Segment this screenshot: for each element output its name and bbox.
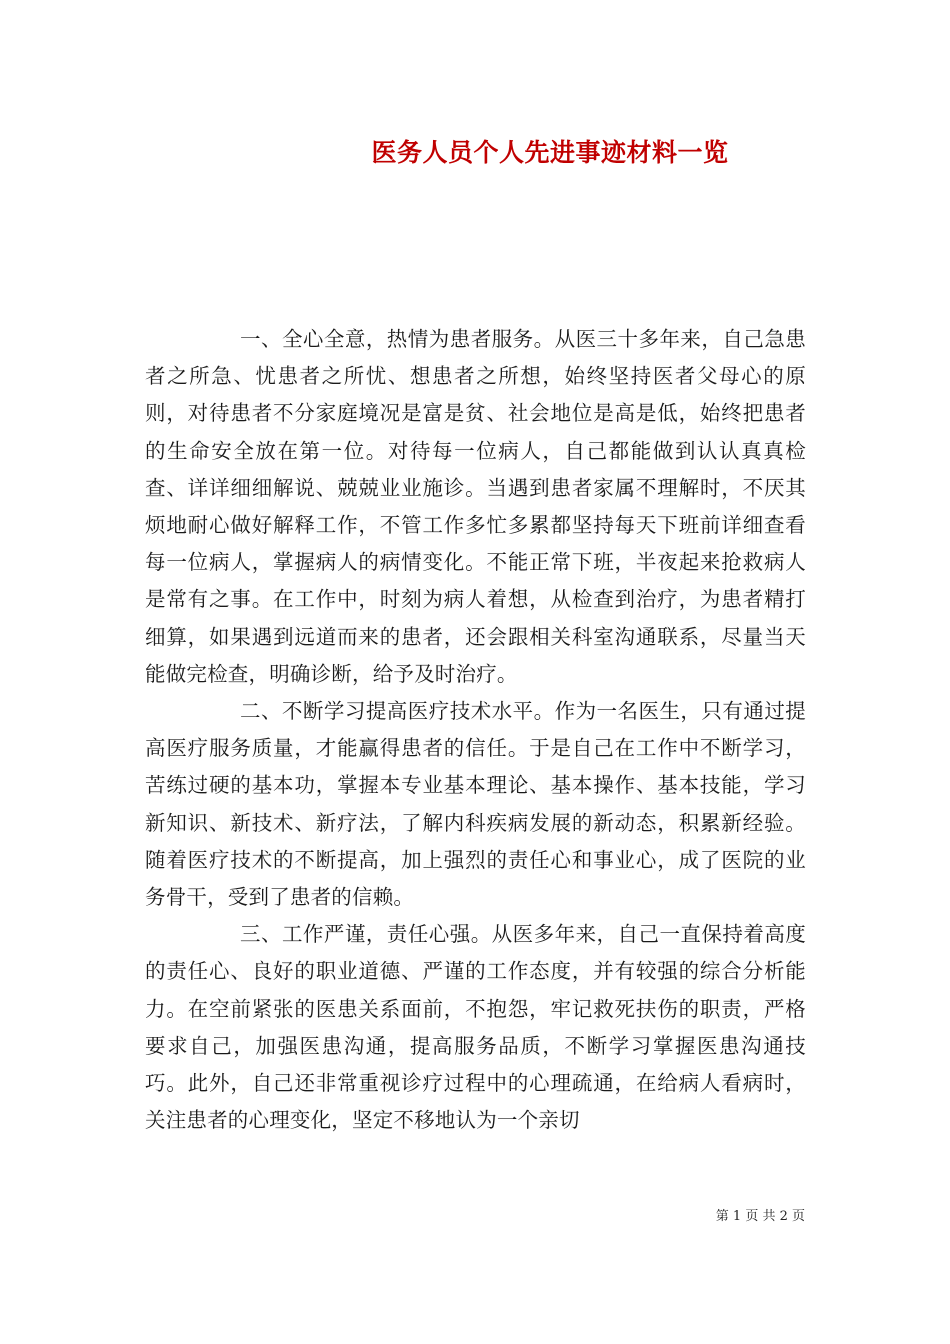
paragraph-1: 一、全心全意，热情为患者服务。从医三十多年来，自己急患者之所急、忧患者之所忧、想患者之所想，始终坚持医者父母心的原则，对待患者不分家庭境况是富是贫、社会地位是高是低，始终把患者的生命安全放在第一位。对待每一位病人，自己都能做到认认真真检查、详详细细解说、兢兢业业施诊。当遇到患者家属不理解时，不厌其烦地耐心做好解释工作，不管工作多忙多累都坚持每天下班前详细查看每一位病人，掌握病人的病情变化。不能正常下班，半夜起来抢救病人是常有之事。在工作中，时刻为病人着想，从检查到治疗，为患者精打细算，如果遇到远道而来的患者，还会跟相关科室沟通联系，尽量当天能做完检查，明确诊断，给予及时治疗。 xyxy=(145,327,806,686)
document-title: 医务人员个人先进事迹材料一览 xyxy=(371,138,729,167)
paragraph-2: 二、不断学习提高医疗技术水平。作为一名医生，只有通过提高医疗服务质量，才能赢得患者的信任。于是自己在工作中不断学习，苦练过硬的基本功，掌握本专业基本理论、基本操作、基本技能，学习新知识、新技术、新疗法，了解内科疾病发展的新动态，积累新经验。随着医疗技术的不断提高，加上强烈的责任心和事业心，成了医院的业务骨干，受到了患者的信赖。 xyxy=(145,699,806,910)
document-body xyxy=(145,321,806,1139)
paragraph-3: 三、工作严谨，责任心强。从医多年来，自己一直保持着高度的责任心、良好的职业道德、严谨的工作态度，并有较强的综合分析能力。在空前紧张的医患关系面前，不抱怨，牢记救死扶伤的职责，严格要求自己，加强医患沟通，提高服务品质，不断学习掌握医患沟通技巧。此外，自己还非常重视诊疗过程中的心理疏通，在给病人看病时，关注患者的心理变化，坚定不移地认为一个亲切 xyxy=(145,922,806,1133)
page-number-footer: 第 1 页 共 2 页 xyxy=(715,1209,805,1224)
